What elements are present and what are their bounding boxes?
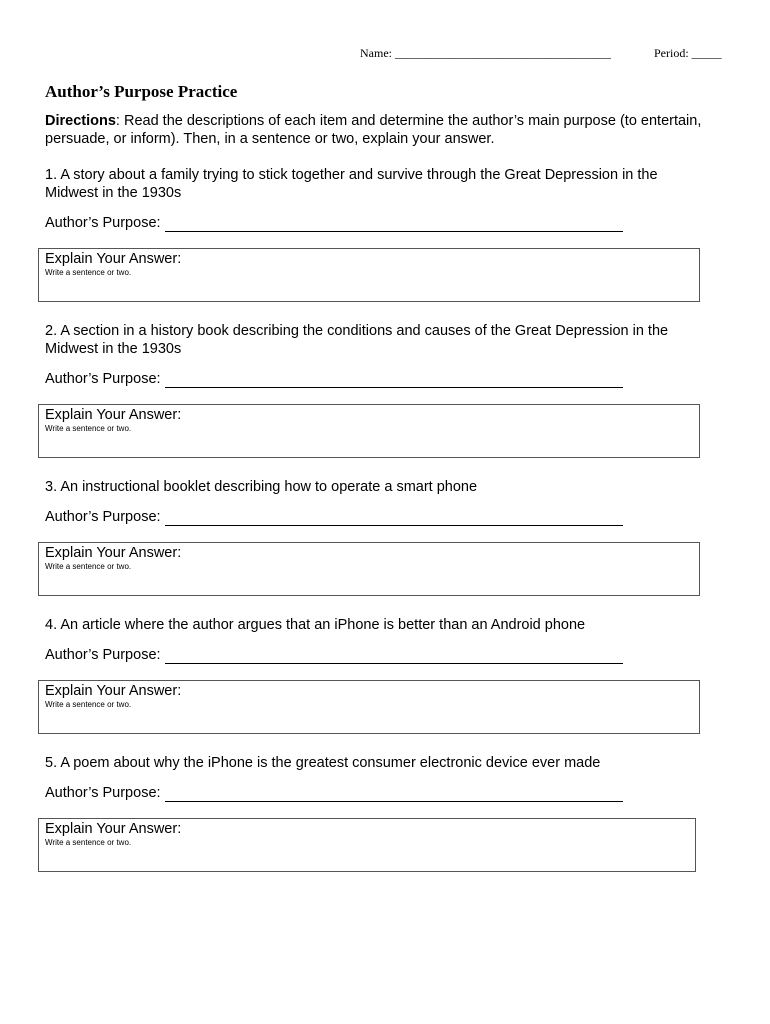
explain-answer-hint: Write a sentence or two. [45,562,132,571]
period-field[interactable]: Period: _____ [654,46,722,60]
question-3 [45,478,713,571]
explain-answer-box[interactable] [38,404,700,458]
author-purpose-label: Author’s Purpose: [45,371,161,387]
name-field[interactable]: Name: ____________________________________ [360,46,611,60]
author-purpose-blank[interactable] [165,373,623,388]
question-1 [45,166,713,277]
question-text: 4. An article where the author argues that an iPhone is better than an Android phone [45,617,586,633]
question-text: 2. A section in a history book describing the conditions and causes of the Great Depression in the Midwest in the 1930s [45,323,669,357]
author-purpose-blank[interactable] [165,217,623,232]
page-title: Author’s Purpose Practice [45,82,238,101]
explain-answer-label: Explain Your Answer: [45,821,182,837]
author-purpose-field[interactable] [45,214,623,232]
author-purpose-label: Author’s Purpose: [45,215,161,231]
author-purpose-field[interactable] [45,784,623,802]
author-purpose-field[interactable] [45,508,623,526]
explain-answer-hint: Write a sentence or two. [45,424,132,433]
directions [45,112,705,148]
author-purpose-blank[interactable] [165,511,623,526]
question-text: 5. A poem about why the iPhone is the greatest consumer electronic device ever made [45,755,601,771]
question-5 [45,754,713,847]
explain-answer-label: Explain Your Answer: [45,251,182,267]
question-text: 1. A story about a family trying to stick together and survive through the Great Depression in the Midwest in the 1930s [45,167,658,201]
explain-answer-box[interactable] [38,542,700,596]
explain-answer-label: Explain Your Answer: [45,545,182,561]
author-purpose-blank[interactable] [165,787,623,802]
question-2 [45,322,713,433]
explain-answer-box[interactable] [38,680,700,734]
explain-answer-box[interactable] [38,818,696,872]
explain-answer-hint: Write a sentence or two. [45,838,132,847]
directions-label: Directions [45,113,116,129]
author-purpose-label: Author’s Purpose: [45,647,161,663]
directions-text: : Read the descriptions of each item and determine the author’s main purpose (to entertain, persuade, or inform). Then, in a sentence or two, explain your answer. [45,113,702,147]
author-purpose-blank[interactable] [165,649,623,664]
page-header [0,46,770,66]
author-purpose-label: Author’s Purpose: [45,509,161,525]
question-text: 3. An instructional booklet describing how to operate a smart phone [45,479,478,495]
question-4 [45,616,713,709]
explain-answer-box[interactable] [38,248,700,302]
author-purpose-label: Author’s Purpose: [45,785,161,801]
explain-answer-hint: Write a sentence or two. [45,700,132,709]
author-purpose-field[interactable] [45,370,623,388]
explain-answer-label: Explain Your Answer: [45,407,182,423]
explain-answer-label: Explain Your Answer: [45,683,182,699]
explain-answer-hint: Write a sentence or two. [45,268,132,277]
author-purpose-field[interactable] [45,646,623,664]
